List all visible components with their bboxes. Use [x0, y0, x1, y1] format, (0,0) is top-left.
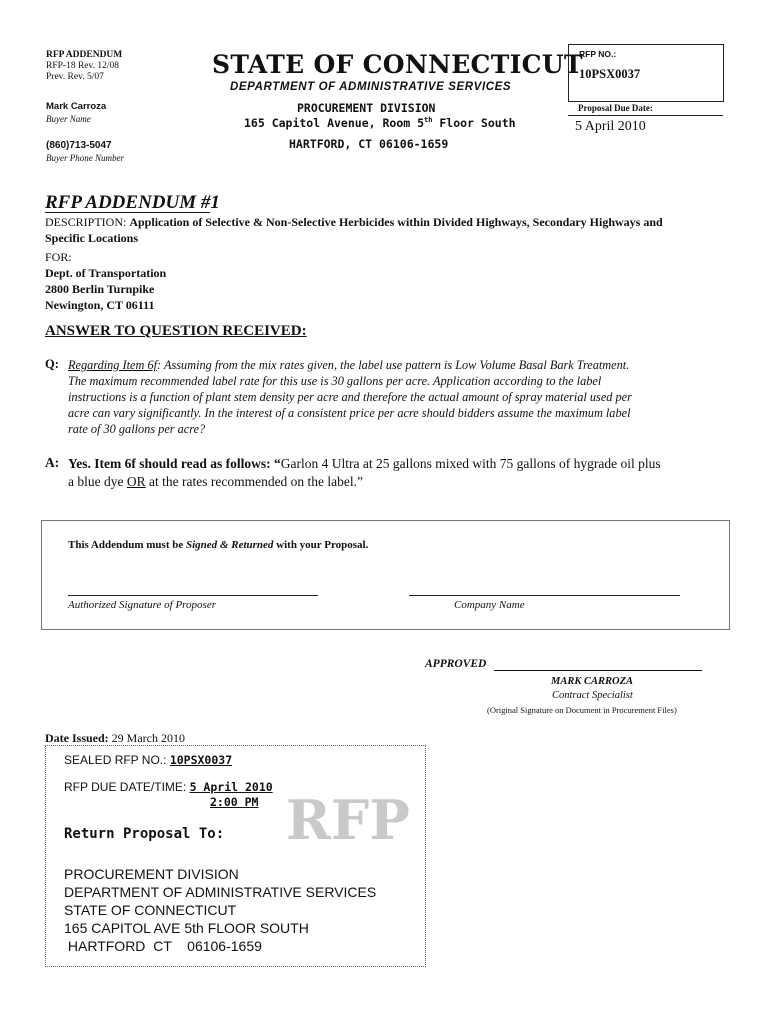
description: DESCRIPTION: Application of Selective & Non-Selective Herbicides within Divided Highways, Secondary Highways and Specific Locations — [45, 215, 663, 245]
for-label: FOR: — [45, 250, 72, 264]
signature-note: This Addendum must be Signed & Returned with your Proposal. — [68, 539, 369, 551]
rfp-due-time: 2:00 PM — [210, 795, 259, 809]
form-revision: RFP-18 Rev. 12/08 — [46, 61, 120, 71]
for-block — [45, 249, 166, 313]
rfp-number-label: RFP NO.: — [579, 49, 617, 59]
return-label-box — [45, 745, 426, 967]
answer-text: Yes. Item 6f should read as follows: “Garlon 4 Ultra at 25 gallons mixed with 75 gallons of hygrade oil plus a blue dye OR at the rates recommended on the label.” — [68, 456, 661, 489]
addendum-title: RFP ADDENDUM #1 — [45, 192, 220, 213]
due-date-value: 5 April 2010 — [575, 119, 646, 134]
return-address — [64, 865, 376, 955]
approver-name: MARK CARROZA — [551, 676, 633, 687]
for-line-1: Dept. of Transportation — [45, 266, 167, 280]
date-issued: Date Issued: 29 March 2010 — [45, 731, 185, 745]
answer-label: A: — [45, 455, 60, 470]
buyer-phone-label: Buyer Phone Number — [46, 153, 124, 163]
company-name-line[interactable] — [409, 595, 680, 596]
rfp-number: 10PSX0037 — [579, 67, 641, 81]
for-line-2: 2800 Berlin Turnpike — [45, 282, 155, 296]
page-title: STATE OF CONNECTICUT — [212, 50, 583, 79]
department-name: DEPARTMENT OF ADMINISTRATIVE SERVICES — [230, 81, 512, 93]
rfp-number-box — [568, 44, 724, 102]
return-proposal-label: Return Proposal To: — [64, 826, 225, 842]
signature-box — [41, 520, 730, 630]
return-address-line-1: PROCUREMENT DIVISION — [64, 866, 239, 882]
rfp-due-datetime: RFP DUE DATE/TIME: 5 April 2010 — [64, 780, 273, 794]
approver-title: Contract Specialist — [552, 690, 633, 701]
buyer-name: Mark Carroza — [46, 101, 107, 112]
buyer-phone: (860)713-5047 — [46, 140, 112, 151]
header-left-block — [46, 50, 122, 83]
due-date-label: Proposal Due Date: — [578, 103, 653, 113]
sealed-rfp: SEALED RFP NO.: 10PSX0037 — [64, 753, 233, 767]
proposer-signature-line[interactable] — [68, 595, 318, 596]
question-label: Q: — [45, 357, 59, 371]
return-address-line-2: DEPARTMENT OF ADMINISTRATIVE SERVICES — [64, 884, 377, 900]
question-text: Regarding Item 6f: Assuming from the mix rates given, the label use pattern is Low Volume Basal Bark Treatment. The maximum recommended label rate for this use is 30 gallons per acre. Application according to the label instructions is a function of plant stem density per acre and therefore the actual amount of spray material used per acre can vary significantly. In the interest of a consistent price per acre should bidders assume the maximum label rate of 30 gallons per acre? — [68, 358, 632, 436]
division-address: 165 Capitol Avenue, Room 5th Floor South — [244, 116, 516, 130]
form-name: RFP ADDENDUM — [46, 50, 123, 60]
return-address-line-4: 165 CAPITOL AVE 5th FLOOR SOUTH — [64, 920, 309, 936]
company-name-label: Company Name — [454, 599, 525, 611]
approved-label: APPROVED — [425, 658, 487, 670]
title-underline — [45, 212, 210, 213]
rfp-watermark: RFP — [286, 788, 410, 852]
for-line-3: Newington, CT 06111 — [45, 298, 155, 312]
return-address-line-5: HARTFORD CT 06106-1659 — [64, 938, 262, 954]
due-date-divider — [568, 115, 723, 116]
approved-signature-line — [494, 670, 702, 671]
proposer-signature-label: Authorized Signature of Proposer — [68, 599, 216, 611]
qa-heading: ANSWER TO QUESTION RECEIVED: — [45, 323, 307, 339]
division-city: HARTFORD, CT 06106-1659 — [289, 137, 449, 151]
approver-note: (Original Signature on Document in Procurement Files) — [487, 705, 677, 715]
return-address-line-3: STATE OF CONNECTICUT — [64, 902, 237, 918]
form-prev-revision: Prev. Rev. 5/07 — [46, 72, 104, 82]
division-name: PROCUREMENT DIVISION — [297, 101, 436, 115]
buyer-name-label: Buyer Name — [46, 114, 91, 124]
